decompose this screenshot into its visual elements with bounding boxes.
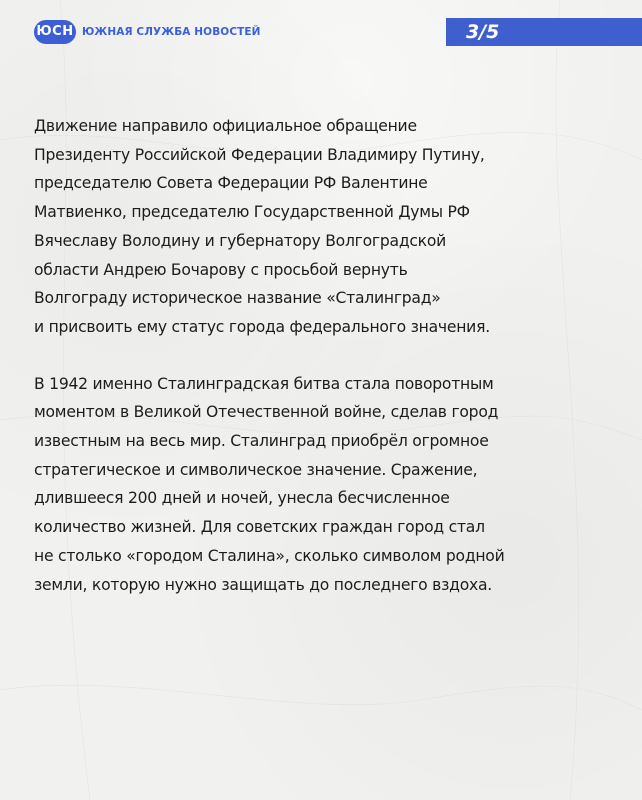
logo-name: ЮЖНАЯ СЛУЖБА НОВОСТЕЙ <box>82 26 261 38</box>
page-indicator-text: 3/5 <box>466 21 500 43</box>
header <box>0 0 642 60</box>
page-indicator <box>446 18 642 46</box>
logo-badge: ЮСН <box>34 20 76 44</box>
logo <box>34 20 261 44</box>
article-body <box>34 112 614 627</box>
paragraph-1: Движение направило официальное обращение Президенту Российской Федерации Владимиру Путину, председателю Совета Федерации РФ Валентине Матвиенко, председателю Государственной Думы РФ Вячеславу Володину и губернатору Волгоградской области Андрею Бочарову с просьбой вернуть Волгограду историческое название «Сталинград» и присвоить ему статус города федерального значения. <box>34 117 490 336</box>
paragraph-2: В 1942 именно Сталинградская битва стала поворотным моментом в Великой Отечественной войне, сделав город известным на весь мир. Сталинград приобрёл огромное стратегическое и символическое значение. Сражение, длившееся 200 дней и ночей, унесла бесчисленное количество жизней. Для советских граждан город стал не столько «городом Сталина», сколько символом родной земли, которую нужно защищать до последнего вздоха. <box>34 374 505 594</box>
